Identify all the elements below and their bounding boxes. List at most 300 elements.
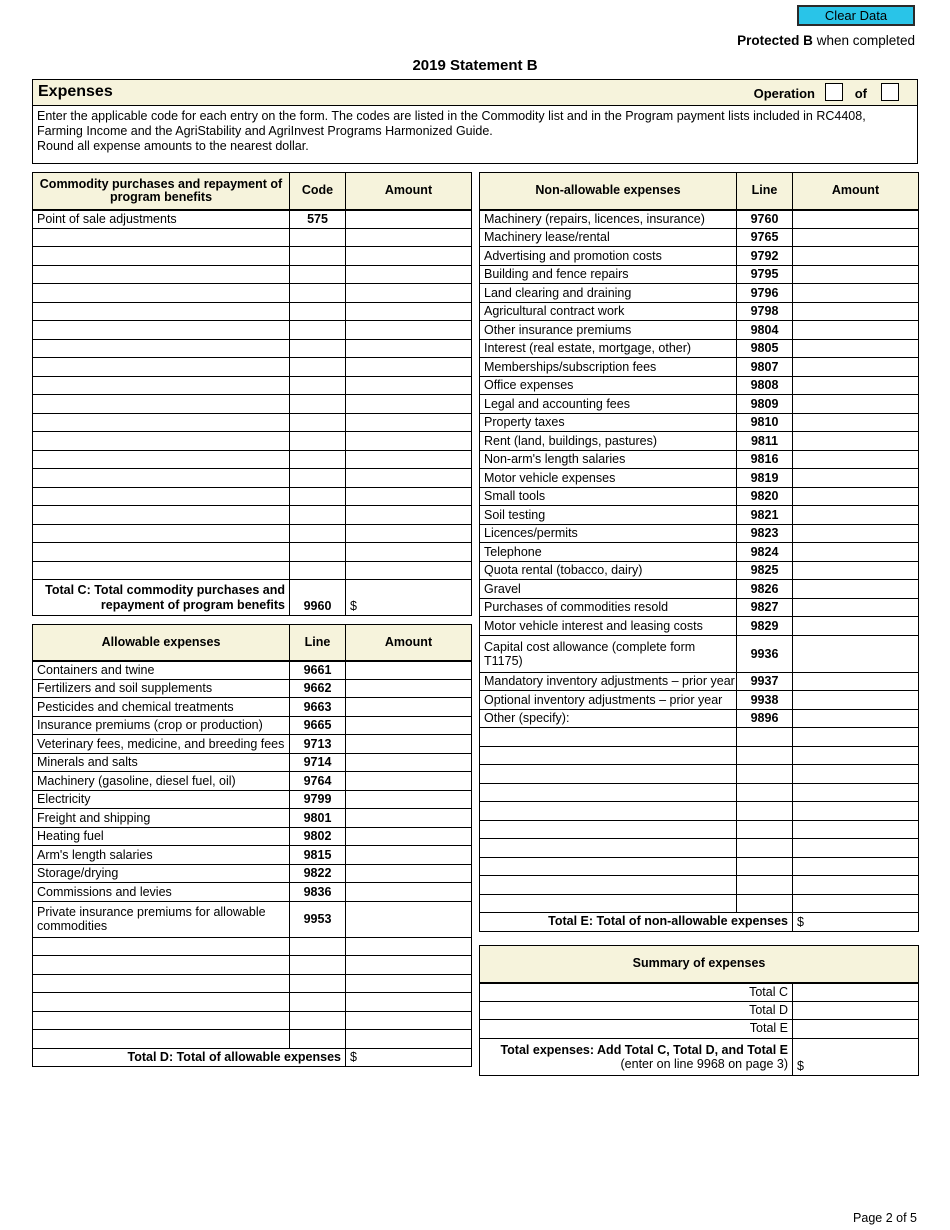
non-allowable-header: Non-allowable expenses: [480, 173, 737, 210]
expense-label: Legal and accounting fees: [480, 395, 737, 414]
amount-field[interactable]: [793, 765, 919, 784]
amount-field[interactable]: [793, 450, 919, 469]
amount-field[interactable]: [793, 820, 919, 839]
amount-field[interactable]: [346, 469, 472, 488]
expense-label: [33, 228, 290, 247]
amount-field[interactable]: [346, 339, 472, 358]
operation-label: Operation: [753, 86, 815, 101]
blank-row: [33, 506, 472, 525]
amount-field[interactable]: [793, 302, 919, 321]
line-code: [290, 993, 346, 1012]
table-row: [480, 524, 919, 543]
expense-label: [33, 413, 290, 432]
blank-row: [33, 358, 472, 377]
amount-field[interactable]: [346, 450, 472, 469]
instructions: [32, 106, 918, 164]
expense-label: Pesticides and chemical treatments: [33, 698, 290, 717]
expense-label: Private insurance premiums for allowable commodities: [33, 901, 290, 937]
blank-row: [480, 765, 919, 784]
line-code: 9827: [737, 598, 793, 617]
line-code: [290, 974, 346, 993]
blank-row: [480, 894, 919, 913]
blank-row: [33, 321, 472, 340]
table-row: [480, 265, 919, 284]
table-row: [480, 543, 919, 562]
table-row: [480, 432, 919, 451]
amount-field[interactable]: [346, 809, 472, 828]
summary-total-e-label: Total E: [480, 1020, 793, 1039]
total-d-field[interactable]: [346, 1048, 472, 1067]
line-code: 9821: [737, 506, 793, 525]
expense-label: Commissions and levies: [33, 883, 290, 902]
table-row: [33, 864, 472, 883]
amount-field[interactable]: [793, 524, 919, 543]
amount-field[interactable]: [793, 284, 919, 303]
currency-sign: $: [797, 1058, 804, 1073]
operation-total-field[interactable]: [881, 83, 899, 101]
table-row: [33, 753, 472, 772]
line-code: 9953: [290, 901, 346, 937]
amount-field[interactable]: [793, 802, 919, 821]
amount-field[interactable]: [346, 413, 472, 432]
summary-total-expenses-label: [480, 1038, 793, 1075]
amount-field[interactable]: [346, 358, 472, 377]
line-code: 9829: [737, 617, 793, 636]
summary-total-c-field[interactable]: [793, 983, 919, 1002]
expense-label: [33, 974, 290, 993]
line-code: [737, 765, 793, 784]
expense-label: [33, 937, 290, 956]
amount-field[interactable]: [793, 857, 919, 876]
expense-label: [33, 321, 290, 340]
expense-label: Machinery lease/rental: [480, 228, 737, 247]
amount-field[interactable]: [793, 469, 919, 488]
line-code: 9822: [290, 864, 346, 883]
amount-field[interactable]: [346, 883, 472, 902]
table-row: [480, 580, 919, 599]
line-code: 9937: [737, 672, 793, 691]
expense-label: [480, 765, 737, 784]
expense-label: Rent (land, buildings, pastures): [480, 432, 737, 451]
amount-field[interactable]: [346, 1030, 472, 1049]
expense-label: [33, 358, 290, 377]
total-c-label: Total C: Total commodity purchases and repayment of program benefits: [33, 580, 290, 616]
expenses-bar: [32, 79, 918, 106]
expense-label: Veterinary fees, medicine, and breeding fees: [33, 735, 290, 754]
amount-field[interactable]: [793, 598, 919, 617]
blank-row: [480, 746, 919, 765]
amount-field[interactable]: [346, 661, 472, 680]
table-row: [33, 679, 472, 698]
blank-row: [33, 228, 472, 247]
instructions-line-2: Farming Income and the AgriStability and AgriInvest Programs Harmonized Guide.: [37, 124, 493, 138]
expense-label: Motor vehicle interest and leasing costs: [480, 617, 737, 636]
amount-field[interactable]: [346, 679, 472, 698]
amount-field[interactable]: [346, 376, 472, 395]
amount-field[interactable]: [346, 247, 472, 266]
expense-label: [33, 339, 290, 358]
amount-header: Amount: [793, 173, 919, 210]
line-code: 9792: [737, 247, 793, 266]
blank-row: [33, 937, 472, 956]
summary-total-expenses-field[interactable]: [793, 1038, 919, 1075]
line-code: 9816: [737, 450, 793, 469]
amount-field[interactable]: [793, 728, 919, 747]
line-code: 9764: [290, 772, 346, 791]
instructions-line-3: Round all expense amounts to the nearest dollar.: [37, 139, 309, 153]
amount-field[interactable]: [346, 735, 472, 754]
amount-field[interactable]: [793, 617, 919, 636]
table-row: [33, 716, 472, 735]
table-row: [480, 302, 919, 321]
blank-row: [33, 956, 472, 975]
expense-label: [33, 524, 290, 543]
expense-label: Heating fuel: [33, 827, 290, 846]
operation-number-field[interactable]: [825, 83, 843, 101]
amount-field[interactable]: [793, 635, 919, 672]
line-code: [290, 376, 346, 395]
summary-total-line-2: (enter on line 9968 on page 3): [620, 1056, 788, 1071]
expense-label: Arm's length salaries: [33, 846, 290, 865]
blank-row: [33, 247, 472, 266]
line-code: [290, 524, 346, 543]
page-number: Page 2 of 5: [853, 1211, 917, 1225]
amount-field[interactable]: [346, 321, 472, 340]
expense-label: [480, 894, 737, 913]
line-code: 9807: [737, 358, 793, 377]
amount-field[interactable]: [793, 228, 919, 247]
amount-field[interactable]: [346, 993, 472, 1012]
amount-field[interactable]: [346, 698, 472, 717]
amount-field[interactable]: [793, 210, 919, 229]
line-code: [290, 321, 346, 340]
table-row: [33, 790, 472, 809]
line-code: [290, 432, 346, 451]
amount-field[interactable]: [346, 846, 472, 865]
amount-field[interactable]: [793, 709, 919, 728]
expense-label: [33, 284, 290, 303]
line-code: [737, 839, 793, 858]
expense-label: Quota rental (tobacco, dairy): [480, 561, 737, 580]
expense-label: [480, 802, 737, 821]
line-code: 9795: [737, 265, 793, 284]
expense-label: [480, 857, 737, 876]
expense-label: Machinery (gasoline, diesel fuel, oil): [33, 772, 290, 791]
line-code: 9824: [737, 543, 793, 562]
expense-label: [33, 450, 290, 469]
amount-field[interactable]: [793, 395, 919, 414]
commodity-code: 575: [290, 210, 346, 229]
line-code: 9714: [290, 753, 346, 772]
expense-label: [480, 783, 737, 802]
blank-row: [480, 802, 919, 821]
blank-row: [480, 857, 919, 876]
amount-field[interactable]: [793, 265, 919, 284]
total-d-label: Total D: Total of allowable expenses: [33, 1048, 346, 1067]
expense-label: Telephone: [480, 543, 737, 562]
protected-notice: [737, 33, 915, 48]
table-row: [480, 691, 919, 710]
summary-total-d-label: Total D: [480, 1001, 793, 1020]
line-code: 9765: [737, 228, 793, 247]
blank-row: [33, 376, 472, 395]
line-code: 9665: [290, 716, 346, 735]
table-row: [480, 358, 919, 377]
expense-label: Property taxes: [480, 413, 737, 432]
line-code: 9663: [290, 698, 346, 717]
amount-field[interactable]: [793, 691, 919, 710]
amount-field[interactable]: [346, 506, 472, 525]
amount-field[interactable]: [346, 827, 472, 846]
expense-label: Land clearing and draining: [480, 284, 737, 303]
expense-label: Fertilizers and soil supplements: [33, 679, 290, 698]
expense-label: Advertising and promotion costs: [480, 247, 737, 266]
expense-label: [33, 487, 290, 506]
line-code: [290, 228, 346, 247]
amount-field[interactable]: [346, 210, 472, 229]
expense-label: Licences/permits: [480, 524, 737, 543]
line-code: [290, 956, 346, 975]
currency-sign: $: [350, 599, 357, 613]
amount-field[interactable]: [346, 487, 472, 506]
table-row: [480, 413, 919, 432]
expense-label: [33, 993, 290, 1012]
expense-label: Building and fence repairs: [480, 265, 737, 284]
table-row: [480, 284, 919, 303]
amount-field[interactable]: [793, 432, 919, 451]
blank-row: [480, 728, 919, 747]
amount-field[interactable]: [793, 339, 919, 358]
table-row: [33, 846, 472, 865]
amount-field[interactable]: [346, 524, 472, 543]
line-code: 9801: [290, 809, 346, 828]
expense-label: [480, 820, 737, 839]
blank-row: [33, 487, 472, 506]
blank-row: [33, 469, 472, 488]
expense-label: [33, 469, 290, 488]
line-code: [290, 358, 346, 377]
expense-label: [33, 432, 290, 451]
line-header: Line: [290, 625, 346, 661]
table-row: [480, 247, 919, 266]
commodity-header: Commodity purchases and repayment of program benefits: [33, 173, 290, 210]
commodity-purchases-table: [32, 172, 472, 616]
line-code: [737, 783, 793, 802]
amount-field[interactable]: [346, 265, 472, 284]
line-code: 9820: [737, 487, 793, 506]
expense-label: Motor vehicle expenses: [480, 469, 737, 488]
amount-field[interactable]: [793, 561, 919, 580]
table-row: [480, 709, 919, 728]
amount-field[interactable]: [793, 506, 919, 525]
expense-label: Optional inventory adjustments – prior year: [480, 691, 737, 710]
blank-row: [33, 265, 472, 284]
expense-label: Capital cost allowance (complete form T1175): [480, 635, 737, 672]
amount-field[interactable]: [346, 901, 472, 937]
blank-row: [33, 339, 472, 358]
amount-field[interactable]: [793, 358, 919, 377]
total-e-field[interactable]: [793, 913, 919, 932]
expense-label: Machinery (repairs, licences, insurance): [480, 210, 737, 229]
amount-field[interactable]: [793, 783, 919, 802]
table-row: [480, 228, 919, 247]
expense-label: Other insurance premiums: [480, 321, 737, 340]
amount-field[interactable]: [346, 432, 472, 451]
line-code: [737, 857, 793, 876]
blank-row: [480, 876, 919, 895]
line-code: [290, 543, 346, 562]
expense-label: Memberships/subscription fees: [480, 358, 737, 377]
table-row: [480, 617, 919, 636]
blank-row: [33, 1011, 472, 1030]
expense-label: Gravel: [480, 580, 737, 599]
line-code: [737, 728, 793, 747]
line-code: [290, 561, 346, 580]
amount-field[interactable]: [793, 894, 919, 913]
line-code: 9805: [737, 339, 793, 358]
line-code: [737, 820, 793, 839]
line-code: 9936: [737, 635, 793, 672]
line-code: [737, 746, 793, 765]
table-row: [480, 561, 919, 580]
amount-field[interactable]: [793, 321, 919, 340]
total-c-line: 9960: [290, 580, 346, 616]
amount-field[interactable]: [346, 284, 472, 303]
table-row: [33, 735, 472, 754]
amount-field[interactable]: [346, 956, 472, 975]
amount-field[interactable]: [346, 772, 472, 791]
expense-label: Office expenses: [480, 376, 737, 395]
blank-row: [33, 543, 472, 562]
summary-table: [479, 945, 919, 1076]
blank-row: [480, 783, 919, 802]
amount-field[interactable]: [346, 395, 472, 414]
amount-field[interactable]: [346, 1011, 472, 1030]
allowable-expenses-table: [32, 624, 472, 1067]
line-code: 9810: [737, 413, 793, 432]
line-code: [290, 937, 346, 956]
expense-label: [33, 247, 290, 266]
expense-label: [33, 1030, 290, 1049]
table-row: [33, 901, 472, 937]
currency-sign: $: [797, 914, 804, 929]
expense-label: Storage/drying: [33, 864, 290, 883]
blank-row: [33, 450, 472, 469]
blank-row: [33, 302, 472, 321]
expense-label: Other (specify):: [480, 709, 737, 728]
amount-field[interactable]: [793, 580, 919, 599]
amount-field[interactable]: [346, 753, 472, 772]
amount-field[interactable]: [793, 876, 919, 895]
amount-field[interactable]: [346, 864, 472, 883]
line-code: [290, 284, 346, 303]
amount-field[interactable]: [793, 376, 919, 395]
line-code: 9836: [290, 883, 346, 902]
line-code: [290, 450, 346, 469]
commodity-label: Point of sale adjustments: [33, 210, 290, 229]
line-code: 9815: [290, 846, 346, 865]
table-row: [480, 487, 919, 506]
amount-header: Amount: [346, 625, 472, 661]
amount-field[interactable]: [793, 487, 919, 506]
blank-row: [33, 974, 472, 993]
line-code: 9661: [290, 661, 346, 680]
expense-label: [33, 561, 290, 580]
line-code: 9796: [737, 284, 793, 303]
page-title: 2019 Statement B: [412, 57, 538, 74]
amount-field[interactable]: [346, 543, 472, 562]
table-row: [480, 321, 919, 340]
amount-field[interactable]: [346, 974, 472, 993]
amount-field[interactable]: [346, 716, 472, 735]
amount-field[interactable]: [793, 839, 919, 858]
expense-label: Small tools: [480, 487, 737, 506]
table-row: [33, 661, 472, 680]
summary-total-c-label: Total C: [480, 983, 793, 1002]
line-code: 9798: [737, 302, 793, 321]
amount-field[interactable]: [346, 302, 472, 321]
expense-label: [480, 746, 737, 765]
amount-field[interactable]: [793, 247, 919, 266]
line-code: 9823: [737, 524, 793, 543]
line-code: 9809: [737, 395, 793, 414]
expense-label: [480, 839, 737, 858]
line-code: 9826: [737, 580, 793, 599]
clear-data-button[interactable]: Clear Data: [797, 5, 915, 26]
amount-field[interactable]: [346, 937, 472, 956]
blank-row: [33, 395, 472, 414]
line-code: [290, 247, 346, 266]
code-header: Code: [290, 173, 346, 210]
currency-sign: $: [350, 1050, 357, 1065]
amount-field[interactable]: [793, 746, 919, 765]
blank-row: [33, 284, 472, 303]
expense-label: Purchases of commodities resold: [480, 598, 737, 617]
line-code: [290, 1011, 346, 1030]
amount-field[interactable]: [346, 790, 472, 809]
summary-total-d-field[interactable]: [793, 1001, 919, 1020]
table-row: [33, 809, 472, 828]
blank-row: [480, 820, 919, 839]
amount-field[interactable]: [793, 672, 919, 691]
line-code: [290, 413, 346, 432]
line-code: [290, 339, 346, 358]
protected-bold: Protected B: [737, 33, 813, 48]
blank-row: [33, 524, 472, 543]
line-code: 9760: [737, 210, 793, 229]
line-header: Line: [737, 173, 793, 210]
table-row: [480, 598, 919, 617]
line-code: [290, 395, 346, 414]
line-code: [737, 802, 793, 821]
expense-label: Interest (real estate, mortgage, other): [480, 339, 737, 358]
allowable-header: Allowable expenses: [33, 625, 290, 661]
table-row: [33, 772, 472, 791]
expense-label: Mandatory inventory adjustments – prior year: [480, 672, 737, 691]
summary-total-e-field[interactable]: [793, 1020, 919, 1039]
line-code: 9938: [737, 691, 793, 710]
table-row: [480, 376, 919, 395]
amount-field[interactable]: [793, 413, 919, 432]
line-code: [290, 487, 346, 506]
amount-field[interactable]: [346, 228, 472, 247]
expense-label: [33, 395, 290, 414]
amount-field[interactable]: [346, 561, 472, 580]
line-code: [290, 506, 346, 525]
line-code: 9811: [737, 432, 793, 451]
total-c-field[interactable]: [346, 580, 472, 616]
amount-field[interactable]: [793, 543, 919, 562]
